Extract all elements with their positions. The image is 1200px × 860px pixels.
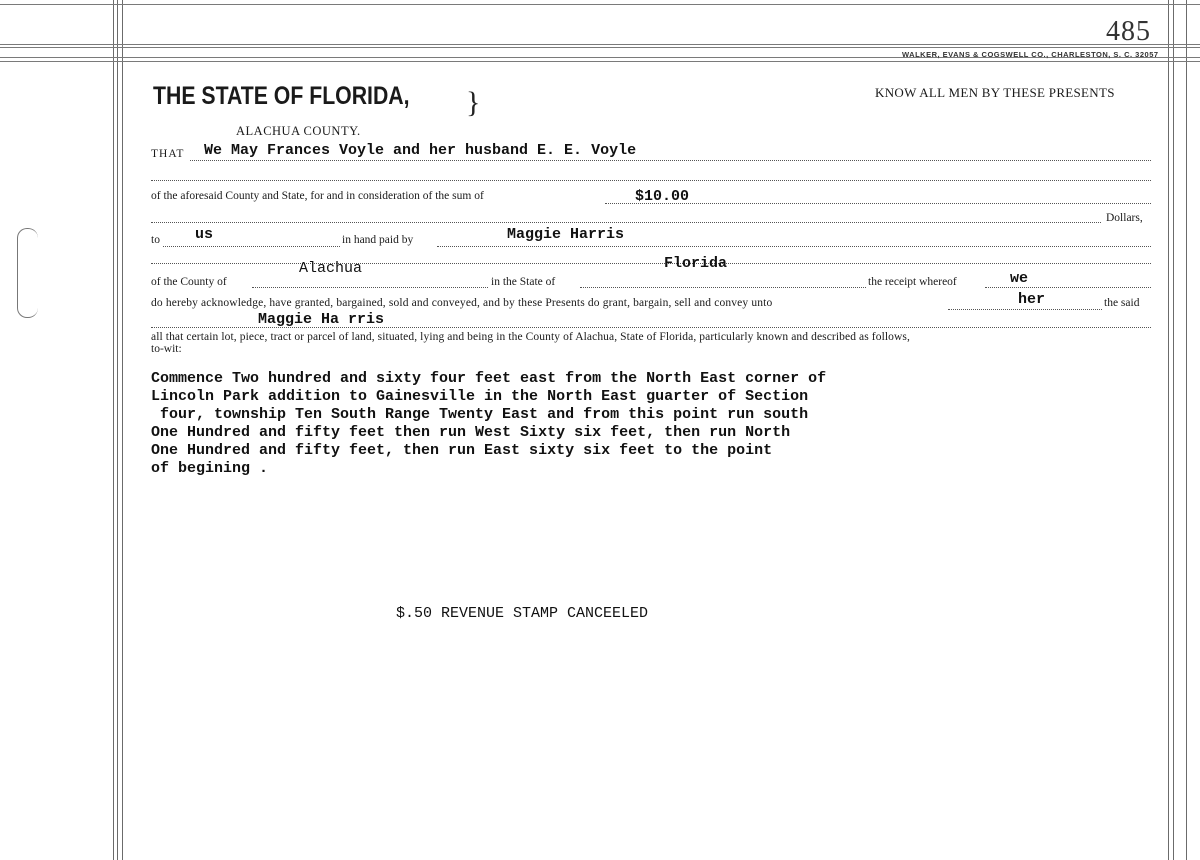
the-said-label: the said (1104, 297, 1140, 309)
acknowledge-text: do hereby acknowledge, have granted, bargained, sold and conveyed, and by these Presents do grant, bargain, sell and convey unto (151, 297, 773, 309)
description-line: One Hundred and fifty feet, then run East sixty six feet to the point (151, 442, 773, 459)
sum-value: $10.00 (635, 188, 690, 205)
convey-to-line (948, 309, 1102, 310)
grantee-value: Maggie Ha rris (258, 311, 385, 328)
know-all-men: KNOW ALL MEN BY THESE PRESENTS (875, 85, 1115, 100)
margin-rule-right-a (1168, 0, 1169, 860)
to-value: us (195, 226, 214, 243)
description-line: One Hundred and fifty feet then run West Sixty six feet, then run North (151, 424, 791, 441)
legal-description (151, 370, 1001, 478)
county-heading: ALACHUA COUNTY. (236, 124, 361, 138)
top-rule-b (0, 44, 1200, 45)
receipt-label: the receipt whereof (868, 276, 957, 288)
paid-by-value: Maggie Harris (507, 226, 625, 243)
county-of-label: of the County of (151, 276, 227, 288)
to-line (163, 246, 340, 247)
margin-rule-left-c (122, 0, 123, 860)
margin-rule-left-a (113, 0, 114, 860)
top-rule-e (0, 61, 1200, 62)
description-line: Commence Two hundred and sixty four feet east from the North East corner of (151, 370, 827, 387)
title-brace: } (466, 86, 481, 119)
margin-rule-right-c (1186, 0, 1187, 860)
convey-to-value: her (1018, 291, 1046, 308)
grantors-line (190, 160, 1151, 161)
top-rule-c (0, 47, 1200, 48)
printer-imprint: WALKER, EVANS & COGSWELL CO., CHARLESTON, S. C. 32057 (902, 50, 1159, 59)
sum-line (605, 203, 1151, 204)
revenue-stamp-note: $.50 REVENUE STAMP CANCEELED (396, 605, 649, 622)
state-value: Florida (664, 255, 728, 272)
blank-line-1 (151, 180, 1151, 181)
state-of-label: in the State of (491, 276, 556, 288)
county-value: Alachua (299, 260, 363, 277)
blank-line-2 (151, 222, 1101, 223)
margin-rule-right-b (1173, 0, 1174, 860)
to-wit-label: to-wit: (151, 343, 182, 355)
description-line: four, township Ten South Range Twenty East and from this point run south (151, 406, 809, 423)
top-rule-a (0, 4, 1200, 5)
receipt-line (985, 287, 1151, 288)
that-label: THAT (151, 148, 185, 160)
margin-rule-left-b (117, 0, 118, 860)
receipt-value: we (1010, 270, 1029, 287)
description-line: of begining . (151, 460, 269, 477)
grantee-line (151, 327, 1151, 328)
state-line (580, 287, 866, 288)
county-line (252, 287, 488, 288)
page-number: 485 (1106, 16, 1151, 47)
grantors-value: We May Frances Voyle and her husband E. E. Voyle (204, 142, 637, 159)
description-line: Lincoln Park addition to Gainesville in the North East guarter of Section (151, 388, 809, 405)
land-text: all that certain lot, piece, tract or parcel of land, situated, lying and being in the County of Alachua, State of Florida, particularly known and described as follows, (151, 331, 910, 343)
paid-by-label: in hand paid by (342, 234, 414, 246)
binder-hole (17, 228, 38, 318)
to-label: to (151, 234, 160, 246)
consideration-text: of the aforesaid County and State, for and in consideration of the sum of (151, 190, 484, 202)
dollars-label: Dollars, (1106, 212, 1143, 224)
state-title: THE STATE OF FLORIDA, (153, 82, 410, 110)
paid-by-line (437, 246, 1151, 247)
